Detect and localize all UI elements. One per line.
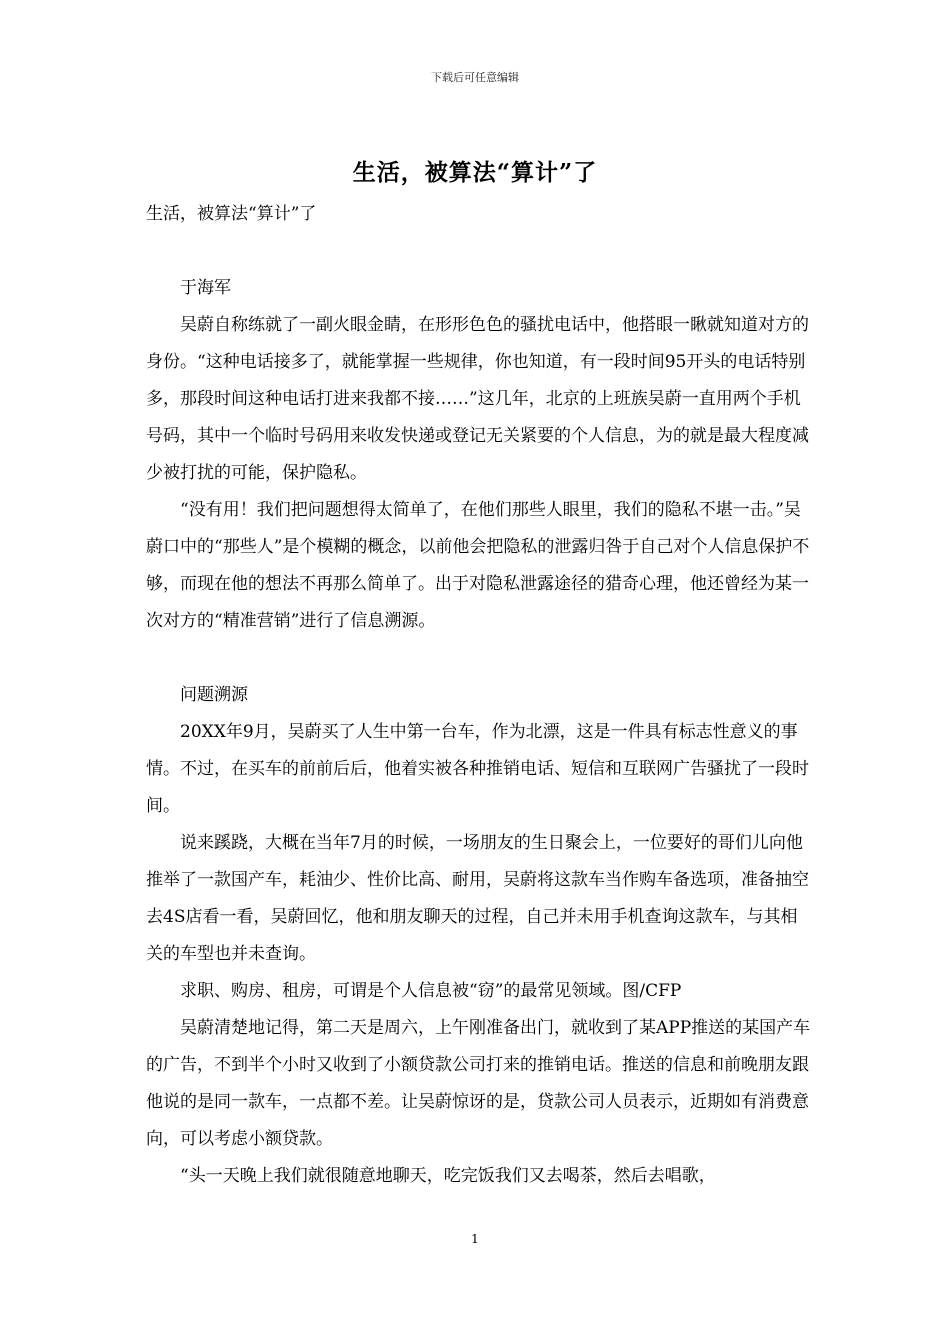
body-paragraph: 20XX年9月，吴蔚买了人生中第一台车，作为北漂，这是一件具有标志性意义的事情。不过，在买车的前前后后，他着实被各种推销电话、短信和互联网广告骚扰了一段时间。 [146,722,809,816]
subtitle-paragraph: 生活，被算法“算计”了 [146,204,317,224]
body-paragraph: “头一天晚上我们就很随意地聊天，吃完饭我们又去喝茶，然后去唱歌， [180,1166,716,1186]
section-heading: 问题溯源 [180,685,248,705]
document-title: 生活，被算法“算计”了 [352,159,598,186]
author-line: 于海军 [180,278,231,298]
body-paragraph: 说来蹊跷，大概在当年7月的时候，一场朋友的生日聚会上，一位要好的哥们儿向他推举了一款国产车，耗油少、性价比高、耐用，吴蔚将这款车当作购车备选项，准备抽空去4S店看一看，吴蔚回忆，他和朋友聊天的过程，自己并未用手机查询这款车，与其相关的车型也并未查询。 [146,833,809,964]
image-caption: 求职、购房、租房，可谓是个人信息被“窃”的最常见领域。图/CFP [180,981,682,1001]
page-number: 1 [471,1232,479,1246]
blank-line [146,640,812,677]
document-body [146,196,812,1195]
body-paragraph: “没有用！我们把问题想得太简单了，在他们那些人眼里，我们的隐私不堪一击。”吴蔚口中的“那些人”是个模糊的概念，以前他会把隐私的泄露归咎于自己对个人信息保护不够，而现在他的想法不再那么简单了。出于对隐私泄露途径的猎奇心理，他还曾经为某一次对方的“精准营销”进行了信息溯源。 [146,500,810,631]
body-paragraph: 吴蔚自称练就了一副火眼金睛，在形形色色的骚扰电话中，他搭眼一瞅就知道对方的身份。“这种电话接多了，就能掌握一些规律，你也知道，有一段时间95开头的电话特别多，那段时间这种电话打进来我都不接……”这几年，北京的上班族吴蔚一直用两个手机号码，其中一个临时号码用来收发快递或登记无关紧要的个人信息，为的就是最大程度减少被打扰的可能，保护隐私。 [146,315,809,483]
blank-line [146,233,812,270]
body-paragraph: 吴蔚清楚地记得，第二天是周六，上午刚准备出门，就收到了某APP推送的某国产车的广告，不到半个小时又收到了小额贷款公司打来的推销电话。推送的信息和前晚朋友跟他说的是同一款车，一点都不差。让吴蔚惊讶的是，贷款公司人员表示，近期如有消费意向，可以考虑小额贷款。 [146,1018,811,1149]
header-note: 下载后可任意编辑 [431,71,519,84]
